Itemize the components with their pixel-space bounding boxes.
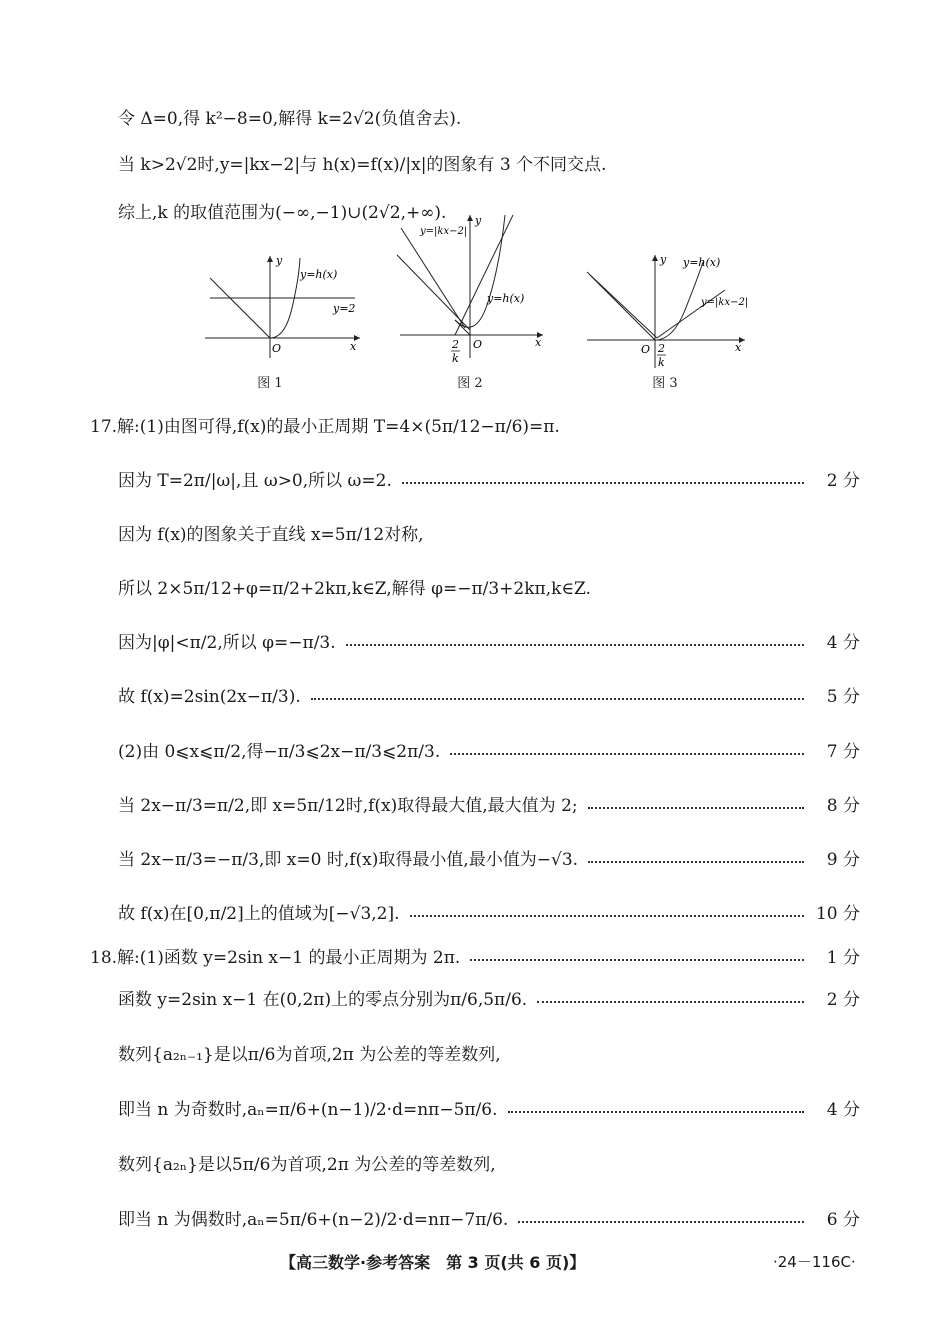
line-text: 18.解:(1)函数 y=2sin x−1 的最小正周期为 2π.	[90, 948, 461, 968]
solution-line	[118, 845, 860, 870]
figure-3-graph	[585, 250, 755, 368]
line-text: 故 f(x)在[0,π/2]上的值域为[−√3,2].	[118, 904, 400, 924]
solution-line	[118, 985, 860, 1010]
score-label: 5 分	[826, 687, 860, 707]
dot-leader	[508, 1111, 804, 1113]
dot-leader	[311, 698, 804, 700]
figure-caption: 图 2	[457, 376, 483, 391]
figure-1-graph	[200, 228, 370, 358]
line-label: y=|kx−2|	[701, 297, 749, 308]
score-label: 2 分	[826, 990, 860, 1010]
score-label: 2 分	[826, 471, 860, 491]
line-label: y=|kx−2|	[420, 226, 468, 237]
line-text: 当 2x−π/3=π/2,即 x=5π/12时,f(x)取得最大值,最大值为 2;	[118, 796, 578, 816]
curve-label: y=h(x)	[300, 268, 338, 281]
figure-2	[395, 210, 555, 391]
score-label: 6 分	[826, 1210, 860, 1230]
line-text: 当 k>2√2时,y=|kx−2|与 h(x)=f(x)/|x|的图象有 3 个不同交点.	[118, 155, 607, 175]
solution-line	[118, 104, 860, 129]
line-text: 17.解:(1)由图可得,f(x)的最小正周期 T=4×(5π/12−π/6)=π.	[90, 417, 560, 437]
line-text: 因为 T=2π/|ω|,且 ω>0,所以 ω=2.	[118, 471, 392, 491]
line-text: 综上,k 的取值范围为(−∞,−1)∪(2√2,+∞).	[118, 203, 447, 223]
solution-line	[118, 791, 860, 816]
dot-leader	[346, 644, 804, 646]
x-axis-label: x	[535, 336, 542, 349]
x-axis-label: x	[735, 341, 742, 354]
dot-leader	[402, 482, 804, 484]
origin-label: O	[272, 342, 282, 355]
curve-label: y=h(x)	[683, 256, 721, 269]
figure-1	[200, 228, 370, 391]
line-text: 数列{a₂ₙ₋₁}是以π/6为首项,2π 为公差的等差数列,	[118, 1045, 501, 1065]
score-label: 7 分	[826, 742, 860, 762]
solution-line	[118, 628, 860, 653]
origin-label: O	[473, 338, 483, 351]
line-text: 即当 n 为偶数时,aₙ=5π/6+(n−2)/2·d=nπ−7π/6.	[118, 1210, 509, 1230]
figure-2-graph	[395, 210, 555, 365]
line-text: 数列{a₂ₙ}是以5π/6为首项,2π 为公差的等差数列,	[118, 1155, 496, 1175]
tick-numerator: 2	[452, 338, 459, 351]
solution-line	[118, 737, 860, 762]
y-axis-label: y	[475, 214, 482, 227]
dot-leader	[470, 959, 804, 961]
tick-denominator: k	[452, 352, 459, 365]
line-text: 当 2x−π/3=−π/3,即 x=0 时,f(x)取得最小值,最小值为−√3.	[118, 850, 579, 870]
solution-line	[118, 1150, 860, 1175]
page-code: ·24－116C·	[773, 1253, 856, 1271]
origin-label: O	[641, 343, 651, 356]
dot-leader	[410, 915, 804, 917]
dot-leader	[537, 1001, 804, 1003]
figure-3	[585, 250, 755, 391]
solution-line	[118, 520, 860, 545]
line-text: 因为 f(x)的图象关于直线 x=5π/12对称,	[118, 525, 424, 545]
dot-leader	[450, 753, 804, 755]
solution-line	[118, 1040, 860, 1065]
dot-leader	[518, 1221, 804, 1223]
y-axis-label: y	[276, 254, 283, 267]
line-label: y=2	[333, 302, 356, 315]
figure-caption: 图 1	[257, 376, 283, 391]
solution-line	[118, 466, 860, 491]
x-axis-label: x	[350, 340, 357, 353]
solution-line	[118, 1095, 860, 1120]
page-footer: 【高三数学·参考答案 第 3 页(共 6 页)】	[280, 1253, 586, 1272]
solution-line	[118, 574, 860, 599]
figure-caption: 图 3	[652, 376, 678, 391]
y-axis-label: y	[660, 253, 667, 266]
score-label: 8 分	[826, 796, 860, 816]
score-label: 9 分	[826, 850, 860, 870]
curve-label: y=h(x)	[487, 292, 525, 305]
line-text: 因为|φ|<π/2,所以 φ=−π/3.	[118, 633, 336, 653]
score-label: 4 分	[826, 633, 860, 653]
solution-line	[118, 150, 860, 175]
solution-line	[90, 412, 860, 437]
solution-line	[118, 1205, 860, 1230]
line-text: 即当 n 为奇数时,aₙ=π/6+(n−1)/2·d=nπ−5π/6.	[118, 1100, 498, 1120]
line-text: 故 f(x)=2sin(2x−π/3).	[118, 687, 301, 707]
line-text: 函数 y=2sin x−1 在(0,2π)上的零点分别为π/6,5π/6.	[118, 990, 528, 1010]
score-label: 4 分	[826, 1100, 860, 1120]
line-text: 所以 2×5π/12+φ=π/2+2kπ,k∈Z,解得 φ=−π/3+2kπ,k∈Z.	[118, 579, 591, 599]
line-text: 令 Δ=0,得 k²−8=0,解得 k=2√2(负值舍去).	[118, 109, 462, 129]
solution-line	[118, 682, 860, 707]
line-text: (2)由 0⩽x⩽π/2,得−π/3⩽2x−π/3⩽2π/3.	[118, 742, 441, 762]
dot-leader	[588, 807, 804, 809]
figures-row	[200, 214, 760, 393]
score-label: 10 分	[815, 904, 860, 924]
tick-denominator: k	[658, 356, 665, 369]
solution-line	[90, 943, 860, 968]
tick-numerator: 2	[658, 342, 665, 355]
solution-line	[118, 899, 860, 924]
dot-leader	[588, 861, 804, 863]
score-label: 1 分	[826, 948, 860, 968]
